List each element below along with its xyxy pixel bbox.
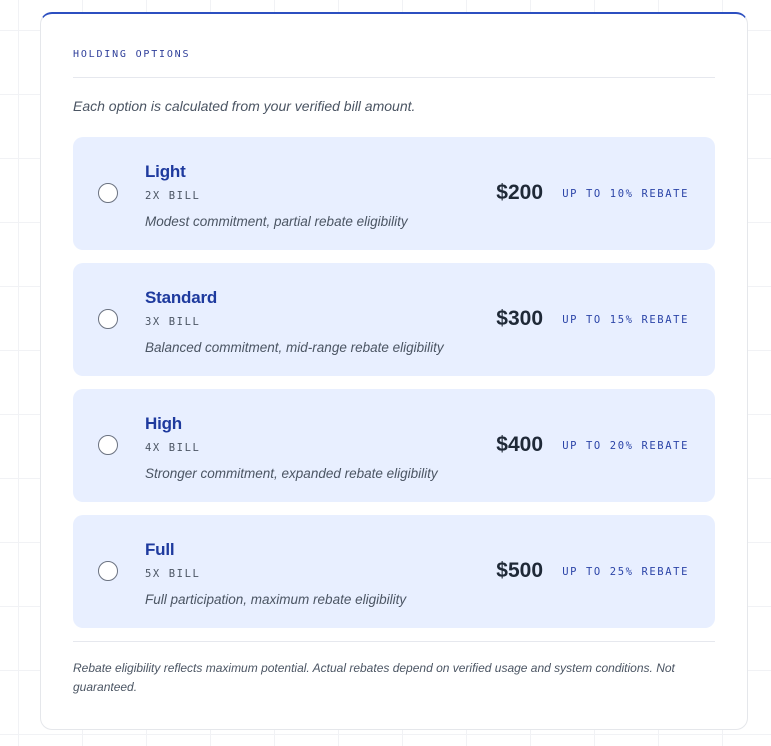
option-name: Full bbox=[145, 540, 175, 559]
option-multiplier: 2X BILL bbox=[145, 190, 201, 202]
option-rebate: UP TO 15% REBATE bbox=[562, 314, 689, 326]
option-rebate: UP TO 10% REBATE bbox=[562, 188, 689, 200]
disclaimer-footnote: Rebate eligibility reflects maximum potential. Actual rebates depend on verified usage and system conditions. Not guaranteed. bbox=[73, 661, 675, 694]
option-description: Stronger commitment, expanded rebate eligibility bbox=[145, 466, 438, 481]
option-name: High bbox=[145, 414, 182, 433]
option-name: Standard bbox=[145, 288, 218, 307]
option-rebate: UP TO 20% REBATE bbox=[562, 440, 689, 452]
option-high[interactable] bbox=[73, 389, 715, 502]
option-price: $200 bbox=[496, 181, 543, 204]
option-description: Modest commitment, partial rebate eligibility bbox=[145, 214, 408, 229]
option-price: $400 bbox=[496, 433, 543, 456]
radio-light[interactable] bbox=[98, 183, 118, 203]
option-price: $500 bbox=[496, 559, 543, 582]
option-rebate: UP TO 25% REBATE bbox=[562, 566, 689, 578]
holding-options-card bbox=[40, 12, 748, 730]
intro-text: Each option is calculated from your verified bill amount. bbox=[73, 98, 416, 114]
option-description: Full participation, maximum rebate eligibility bbox=[145, 592, 407, 607]
option-list bbox=[73, 137, 715, 628]
radio-full[interactable] bbox=[98, 561, 118, 581]
radio-standard[interactable] bbox=[98, 309, 118, 329]
option-standard[interactable] bbox=[73, 263, 715, 376]
radio-high[interactable] bbox=[98, 435, 118, 455]
option-multiplier: 4X BILL bbox=[145, 442, 201, 454]
footer-divider bbox=[73, 641, 715, 642]
option-price: $300 bbox=[496, 307, 543, 330]
option-name: Light bbox=[145, 162, 186, 181]
option-description: Balanced commitment, mid-range rebate eligibility bbox=[145, 340, 444, 355]
section-title: HOLDING OPTIONS bbox=[73, 49, 191, 60]
header-divider bbox=[73, 77, 715, 78]
option-multiplier: 5X BILL bbox=[145, 568, 201, 580]
option-multiplier: 3X BILL bbox=[145, 316, 201, 328]
option-light[interactable] bbox=[73, 137, 715, 250]
option-full[interactable] bbox=[73, 515, 715, 628]
